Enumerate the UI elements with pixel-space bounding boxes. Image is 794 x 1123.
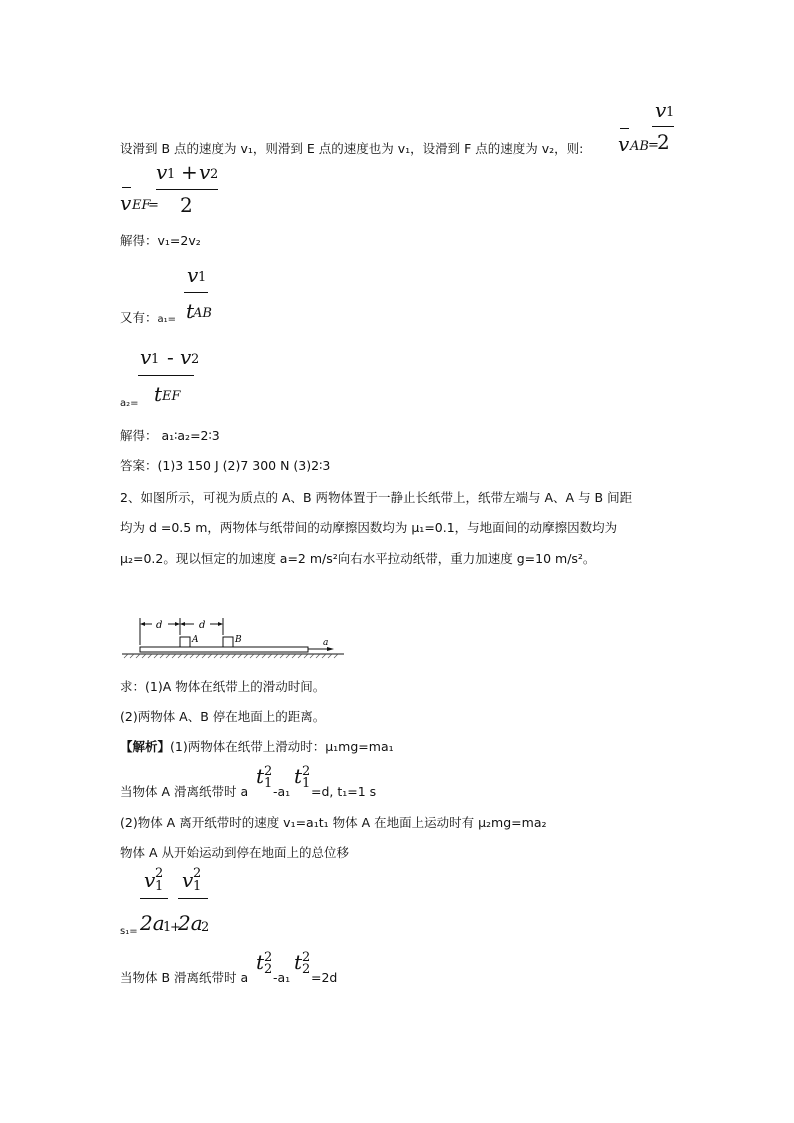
fraction-bar — [138, 375, 194, 376]
numerator-subscript: 1 — [198, 270, 207, 285]
numerator-v1-sub: 1 — [151, 352, 160, 367]
text-line-solve-1: 解得：v₁=2v₂ — [120, 233, 201, 248]
equation-suffix: =d, t₁=1 s — [311, 784, 377, 799]
tape-diagram — [118, 612, 346, 660]
f2-numerator-sup: 2 — [193, 866, 202, 881]
problem-line-1: 2、如图所示，可视为质点的 A、B 两物体置于一静止长纸带上，纸带左端与 A、A 与 B 间距 — [120, 490, 633, 505]
formula-equals: = — [148, 198, 159, 213]
overline — [620, 128, 629, 129]
formula-subscript: AB — [630, 139, 649, 154]
block-b — [223, 637, 233, 647]
numerator-plus: + — [181, 160, 198, 184]
numerator-v1-sub: 1 — [167, 167, 176, 182]
analysis-line — [120, 739, 394, 755]
f1-numerator-sup: 2 — [155, 866, 164, 881]
s1-label: s₁= — [120, 926, 138, 937]
t-sub-2: 1 — [302, 776, 311, 791]
t-symbol-2: t — [294, 764, 303, 788]
text-line-solve-2: 解得： a₁∶a₂=2∶3 — [120, 428, 220, 443]
text-line-also — [120, 310, 176, 328]
equation-prefix: 当物体 A 滑离纸带时 a — [120, 784, 249, 799]
t-symbol-1: t — [256, 764, 265, 788]
ground-hatch — [124, 654, 338, 658]
text-line-speed-setup: 设滑到 B 点的速度为 v₁，则滑到 E 点的速度也为 v₁，设滑到 F 点的速度为 v₂，则: — [120, 141, 584, 156]
formula-subscript: EF — [132, 198, 151, 213]
text-line-answer: 答案：(1)3 150 J (2)7 300 N (3)2∶3 — [120, 458, 331, 473]
paper-tape — [140, 647, 308, 652]
equation-suffix: =2d — [311, 970, 338, 985]
f2-denominator: 2a — [178, 911, 203, 935]
numerator-v2: v — [180, 345, 192, 369]
analysis-heading: 【解析】 — [120, 739, 171, 754]
minus-a1: -a₁ — [273, 970, 291, 985]
f2-numerator-sub: 1 — [193, 879, 202, 894]
formula-symbol: v — [120, 191, 132, 215]
numerator-v2-sub: 2 — [191, 352, 200, 367]
denominator: 2 — [657, 130, 670, 154]
question-2: (2)两物体 A、B 停在地面上的距离。 — [120, 709, 326, 724]
minus-a1: -a₁ — [273, 784, 291, 799]
f1-fraction-bar — [140, 898, 168, 899]
problem-line-3: μ₂=0.2。现以恒定的加速度 a=2 m/s²向右水平拉动纸带，重力加速度 g=10 m/s²。 — [120, 551, 596, 566]
t-sup-2: 2 — [302, 950, 311, 965]
label-accel: a — [323, 638, 329, 648]
numerator-v2: v — [199, 160, 211, 184]
t-symbol-1: t — [256, 950, 265, 974]
formula-equals: = — [648, 138, 659, 153]
t-sup-1: 2 — [264, 764, 273, 779]
label-a-block: A — [192, 635, 199, 645]
formula-s1 — [120, 868, 240, 938]
numerator-v1: v — [140, 345, 152, 369]
t-sup-2: 2 — [302, 764, 311, 779]
denominator-t: t — [154, 382, 163, 406]
question-1: 求：(1)A 物体在纸带上的滑动时间。 — [120, 679, 326, 694]
denominator: 2 — [180, 193, 193, 217]
formula-symbol: v — [618, 132, 630, 156]
label-d-2: d — [199, 620, 206, 631]
t-symbol-2: t — [294, 950, 303, 974]
f1-denominator: 2a — [140, 911, 165, 935]
block-a — [180, 637, 190, 647]
text-line-total-displacement: 物体 A 从开始运动到停在地面上的总位移 — [120, 845, 349, 860]
numerator-symbol: v — [187, 263, 199, 287]
numerator-v1: v — [156, 160, 168, 184]
numerator-symbol: v — [655, 98, 667, 122]
t-sub-2: 2 — [302, 962, 311, 977]
denominator-t: t — [186, 299, 195, 323]
denominator-subscript: AB — [193, 306, 212, 321]
t-sub-1: 1 — [264, 776, 273, 791]
analysis-text: (1)两物体在纸带上滑动时：μ₁mg=ma₁ — [170, 739, 394, 754]
overline — [122, 187, 131, 188]
equation-a-leaves-tape — [120, 764, 420, 800]
label-b-block: B — [235, 635, 242, 645]
fraction-bar — [156, 189, 218, 190]
equation-prefix: 当物体 B 滑离纸带时 a — [120, 970, 249, 985]
numerator-v2-sub: 2 — [210, 167, 219, 182]
f2-numerator-v: v — [182, 868, 194, 892]
label-a2: a₂= — [120, 398, 139, 409]
f2-denominator-sub: 2 — [201, 920, 210, 935]
plus-sign: + — [170, 920, 181, 935]
fraction-bar — [652, 126, 674, 127]
fraction-bar — [184, 292, 208, 293]
denominator-subscript: EF — [162, 389, 181, 404]
text-line-velocity: (2)物体 A 离开纸带时的速度 v₁=a₁t₁ 物体 A 在地面上运动时有 μ₂mg=ma₂ — [120, 815, 547, 830]
f1-numerator-sub: 1 — [155, 879, 164, 894]
t-sub-1: 2 — [264, 962, 273, 977]
label-d-1: d — [156, 620, 163, 631]
label-a1: a₁= — [157, 314, 177, 325]
equation-b-leaves-tape — [120, 950, 420, 986]
f2-fraction-bar — [178, 898, 208, 899]
f1-denominator-sub: 1 — [163, 920, 172, 935]
numerator-subscript: 1 — [666, 105, 675, 120]
label-also: 又有： — [120, 310, 158, 325]
numerator-minus: - — [167, 345, 174, 369]
t-sup-1: 2 — [264, 950, 273, 965]
problem-line-2: 均为 d =0.5 m，两物体与纸带间的动摩擦因数均为 μ₁=0.1，与地面间的动摩擦因数均为 — [120, 520, 618, 535]
f1-numerator-v: v — [144, 868, 156, 892]
